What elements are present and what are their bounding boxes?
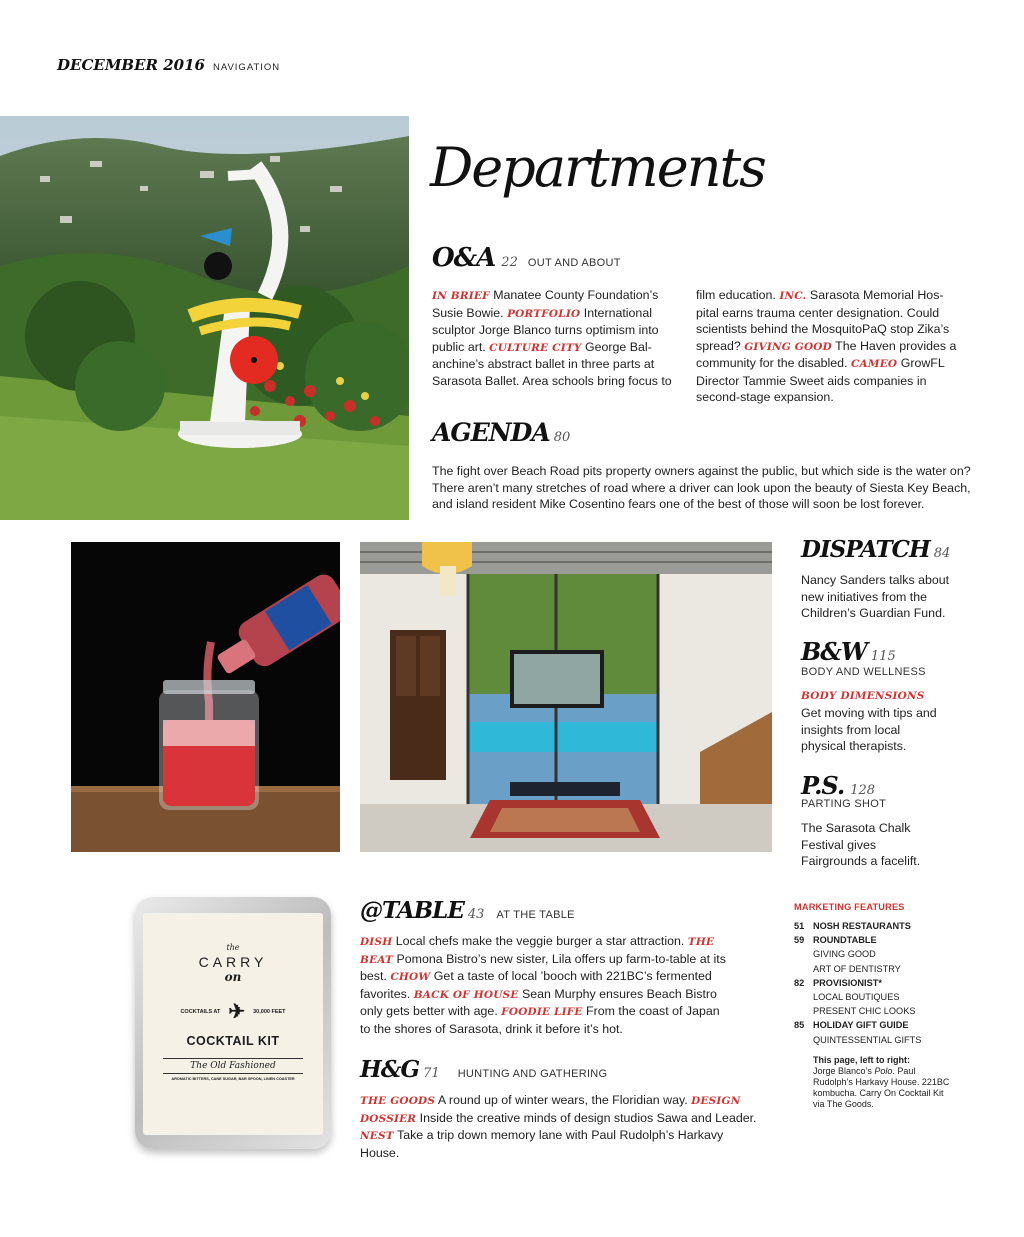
ps-heading (801, 771, 875, 800)
hg-text-1: A round up of winter wears, the Floridian way. (435, 1093, 692, 1107)
oa-kicker-6: GIVING GOOD (744, 340, 832, 353)
marketing-row-label: HOLIDAY GIFT GUIDE (813, 1020, 909, 1031)
marketing-row-label: PROVISIONIST* (813, 977, 882, 988)
marketing-row-label: QUINTESSENTIAL GIFTS (813, 1034, 922, 1045)
marketing-row-page: 85 (794, 1020, 805, 1031)
agenda-body: The fight over Beach Road pits property owners against the public, but which side is the water on? There aren’t many stretches of road where a driver can look upon the beauty of Siesta Key Beach, and island resident Mike Cosentino fears one of the best of those will soon be lost forever. (432, 464, 971, 511)
issue-date: DECEMBER 2016 (57, 56, 205, 74)
kombucha-photo (71, 542, 340, 852)
agenda-title: AGENDA (432, 418, 550, 447)
hg-text-3: Take a trip down memory lane with Paul Rudolph’s Harkavy House. (360, 1128, 724, 1160)
dispatch-page: 84 (933, 546, 951, 561)
dispatch-heading (801, 536, 950, 563)
table-kicker-1: DISH (360, 936, 393, 948)
hg-kicker-1: THE GOODS (360, 1095, 436, 1107)
table-body (360, 933, 730, 1037)
bw-page: 115 (870, 649, 896, 664)
oa-kicker-3: CULTURE CITY (489, 341, 582, 354)
page-header (57, 56, 280, 74)
agenda-page: 80 (553, 430, 571, 445)
dispatch-title: DISPATCH (801, 536, 930, 563)
marketing-row (794, 933, 994, 947)
marketing-row (794, 962, 994, 976)
table-text-4: Sean Murphy ensures Beach Bistro only gets better with age. (360, 986, 717, 1018)
table-text-5: From the coast of Japan to the shores of Sarasota, drink it before it’s hot. (360, 1004, 720, 1036)
table-subtitle: AT THE TABLE (496, 909, 575, 921)
dispatch-body: Nancy Sanders talks about new initiatives from the Children’s Guardian Fund. (801, 573, 950, 620)
kit-ingredients: AROMATIC BITTERS, CANE SUGAR, BAR SPOON, LINEN COASTER (171, 1077, 295, 1081)
caption-lead: This page, left to right: (813, 1054, 910, 1065)
table-kicker-3: CHOW (390, 971, 431, 983)
hg-title: H&G (360, 1056, 420, 1083)
marketing-row-page (794, 1033, 813, 1047)
oa-text-7: GrowFL Director Tammie Sweet aids companies in second-stage expansion. (696, 356, 945, 404)
marketing-row-page: 51 (794, 921, 805, 931)
hg-heading (360, 1056, 607, 1083)
oa-text-1: Manatee County Foundation’s Susie Bowie. (432, 288, 659, 320)
harkavy-house-photo (360, 542, 772, 852)
section-label: NAVIGATION (212, 62, 281, 73)
table-kicker-2: THE BEAT (360, 936, 715, 966)
oa-kicker-2: PORTFOLIO (507, 307, 581, 320)
bw-kicker: BODY DIMENSIONS (801, 690, 925, 702)
marketing-row-label: PRESENT CHIC LOOKS (813, 1006, 916, 1017)
oa-text-6: The Haven provides a community for the disabled. (696, 338, 957, 370)
marketing-row-page: 59 (794, 935, 805, 946)
oa-text-5: Sarasota Memorial Hospital earns trauma center designation. Could scientists behind the MosquitoPaQ stop Zika’s spread? (696, 288, 950, 353)
agenda-heading (432, 418, 570, 447)
oa-column-2 (696, 287, 958, 406)
kit-the: the (226, 943, 240, 952)
marketing-features (794, 902, 994, 1110)
hg-kicker-3: NEST (360, 1130, 394, 1142)
oa-title: O&A (432, 243, 496, 273)
table-page: 43 (467, 907, 485, 922)
marketing-list (794, 919, 994, 1047)
marketing-row-page (794, 947, 813, 961)
oa-page: 22 (501, 255, 518, 270)
kit-right-text: 30,000 FEET (253, 1009, 286, 1015)
marketing-row-page: 82 (794, 977, 805, 988)
bw-title: B&W (801, 637, 867, 666)
oa-text-2: International sculptor Jorge Blanco turns optimism into public art. (432, 305, 659, 354)
table-text-2: Pomona Bistro’s new sister, Lila offers up farm-to-table at its best. (360, 951, 726, 983)
marketing-row (794, 1033, 994, 1047)
kit-variety: The Old Fashioned (163, 1058, 303, 1074)
marketing-row (794, 990, 994, 1004)
marketing-row-page (794, 1004, 813, 1018)
caption-pre: Jorge Blanco’s (813, 1065, 875, 1076)
marketing-row (794, 919, 994, 933)
table-title: @TABLE (360, 897, 464, 924)
bw-heading (801, 637, 896, 666)
marketing-row (794, 1018, 994, 1032)
marketing-row-page (794, 990, 813, 1004)
oa-subtitle: OUT AND ABOUT (527, 257, 621, 269)
marketing-row (794, 947, 994, 961)
marketing-row-label: ART OF DENTISTRY (813, 963, 901, 974)
caption-post: . Paul Rudolph’s Harkavy House. 221BC kombucha. Carry On Cocktail Kit via The Goods. (813, 1065, 950, 1109)
oa-kicker-1: IN BRIEF (432, 290, 490, 302)
oa-heading (432, 243, 621, 273)
marketing-row-page (794, 962, 813, 976)
ps-body: The Sarasota Chalk Festival gives Fairgrounds a facelift. (801, 821, 921, 868)
table-heading (360, 897, 575, 924)
table-kicker-4: BACK OF HOUSE (413, 988, 519, 1001)
table-text-1: Local chefs make the veggie burger a star attraction. (392, 934, 688, 948)
oa-text-4: film education. (696, 288, 780, 302)
oa-kicker-5: INC. (779, 290, 807, 302)
kit-name: COCKTAIL KIT (186, 1034, 280, 1048)
marketing-row (794, 1004, 994, 1018)
hg-kicker-2: DESIGN DOSSIER (360, 1095, 741, 1125)
marketing-heading: MARKETING FEATURES (794, 902, 905, 912)
cocktail-kit-photo (133, 895, 333, 1153)
hg-body (360, 1092, 760, 1161)
marketing-row-label: NOSH RESTAURANTS (813, 921, 911, 931)
oa-kicker-7: CAMEO (850, 358, 898, 370)
marketing-row (794, 976, 994, 990)
hg-text-2: Inside the creative minds of design studios Sawa and Leader. (416, 1110, 757, 1125)
marketing-row-label: LOCAL BOUTIQUES (813, 992, 900, 1003)
photo-caption (813, 1055, 953, 1110)
oa-text-3: George Balanchine’s abstract ballet in three parts at Sarasota Ballet. Area schools bring focus to (432, 339, 672, 388)
ps-page: 128 (850, 783, 876, 798)
oa-column-1 (432, 287, 682, 389)
kit-on: on (224, 970, 242, 984)
kit-left-text: COCKTAILS AT (180, 1009, 221, 1015)
hg-subtitle: HUNTING AND GATHERING (457, 1068, 608, 1080)
kit-carry: CARRY (198, 954, 268, 970)
marketing-row-label: ROUNDTABLE (813, 935, 877, 946)
sculpture-photo (0, 116, 409, 520)
marketing-row-label: GIVING GOOD (813, 949, 876, 960)
table-kicker-5: FOODIE LIFE (501, 1006, 583, 1018)
caption-em: Polo (874, 1065, 893, 1076)
bw-body: Get moving with tips and insights from local physical therapists. (801, 706, 937, 753)
table-text-3: Get a taste of local ’booch with 221BC’s fermented favorites. (360, 969, 712, 1001)
ps-title: P.S. (801, 771, 845, 800)
airplane-icon: ✈ (228, 1001, 246, 1023)
ps-subtitle: PARTING SHOT (801, 798, 887, 810)
page-title: Departments (430, 136, 765, 199)
bw-subtitle: BODY AND WELLNESS (801, 666, 926, 678)
hg-page: 71 (423, 1066, 440, 1081)
